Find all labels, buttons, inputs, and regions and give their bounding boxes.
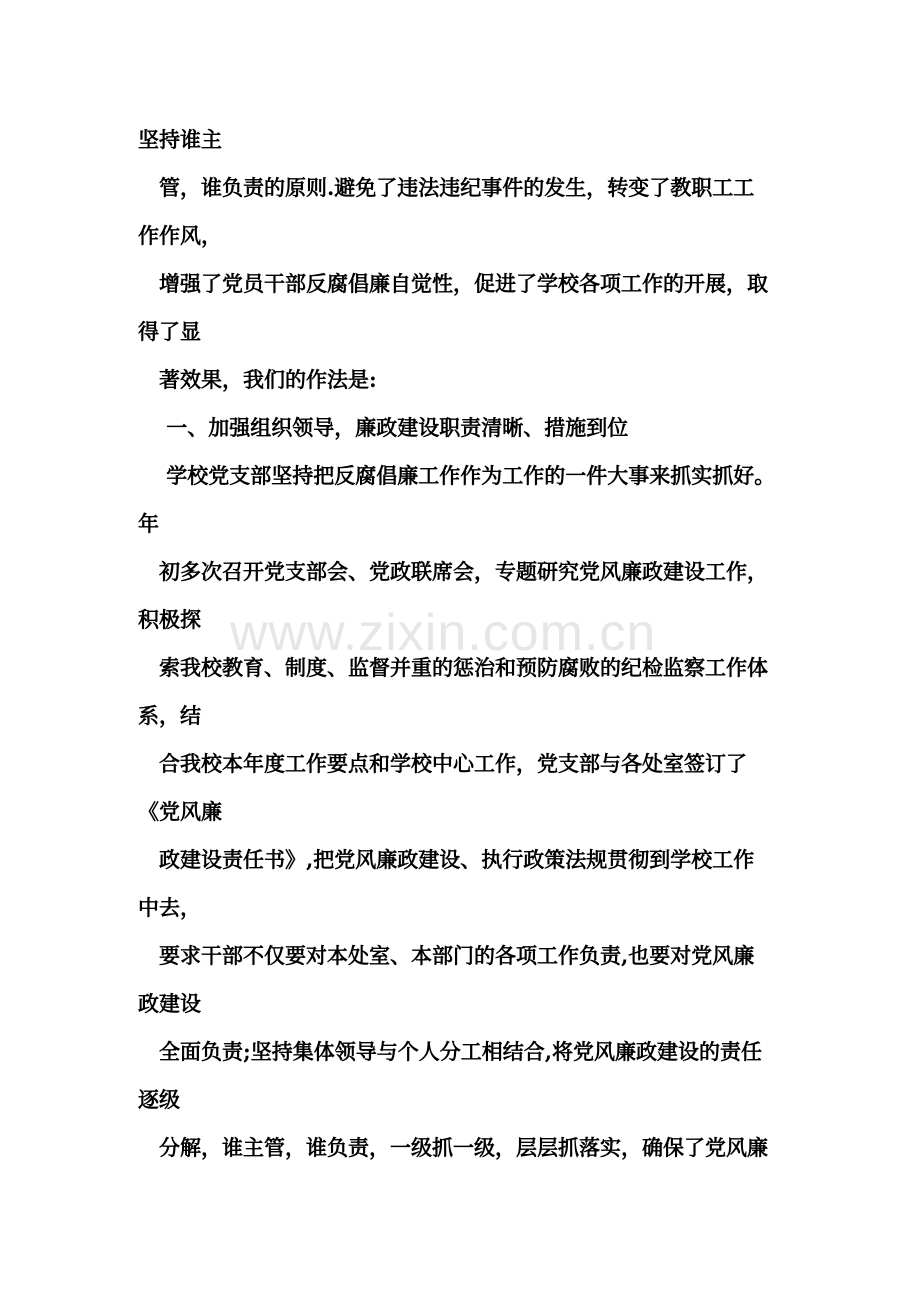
text-line: 学校党支部坚持把反腐倡廉工作作为工作的一件大事来抓实抓好。 [138, 463, 776, 488]
text-line: 索我校教育、制度、监督并重的惩治和预防腐败的纪检监察工作体 [138, 655, 768, 680]
text-line: 要求干部不仅要对本处室、本部门的各项工作负责,也要对党风廉 [138, 943, 755, 968]
text-line: 系，结 [138, 703, 201, 728]
watermark-text: www.zixin.com.cn [230, 604, 657, 662]
text-line: 年 [138, 511, 159, 536]
text-line: 全面负责;坚持集体领导与个人分工相结合,将党风廉政建设的责任 [138, 1039, 763, 1064]
text-line: 中去， [138, 895, 201, 920]
text-line: 坚持谁主 [138, 127, 222, 152]
text-line: 《党风廉 [138, 799, 222, 824]
text-line: 逐级 [138, 1087, 180, 1112]
text-line: 得了显 [138, 319, 201, 344]
text-line: 政建设 [138, 991, 201, 1016]
text-line: 管，谁负责的原则.避免了违法违纪事件的发生，转变了教职工工 [138, 175, 755, 200]
text-line: 分解，谁主管，谁负责，一级抓一级，层层抓落实，确保了党风廉 [138, 1135, 768, 1160]
text-line: 初多次召开党支部会、党政联席会，专题研究党风廉政建设工作， [138, 559, 768, 584]
text-line: 增强了党员干部反腐倡廉自觉性，促进了学校各项工作的开展，取 [138, 271, 768, 296]
section-heading: 一、加强组织领导，廉政建设职责清晰、措施到位 [138, 415, 629, 440]
text-line: 作作风， [138, 223, 222, 248]
text-line: 政建设责任书》,把党风廉政建设、执行政策法规贯彻到学校工作 [138, 847, 755, 872]
text-line: 合我校本年度工作要点和学校中心工作，党支部与各处室签订了 [138, 751, 747, 776]
text-line: 积极探 [138, 607, 201, 632]
text-line: 著效果，我们的作法是: [138, 367, 377, 392]
